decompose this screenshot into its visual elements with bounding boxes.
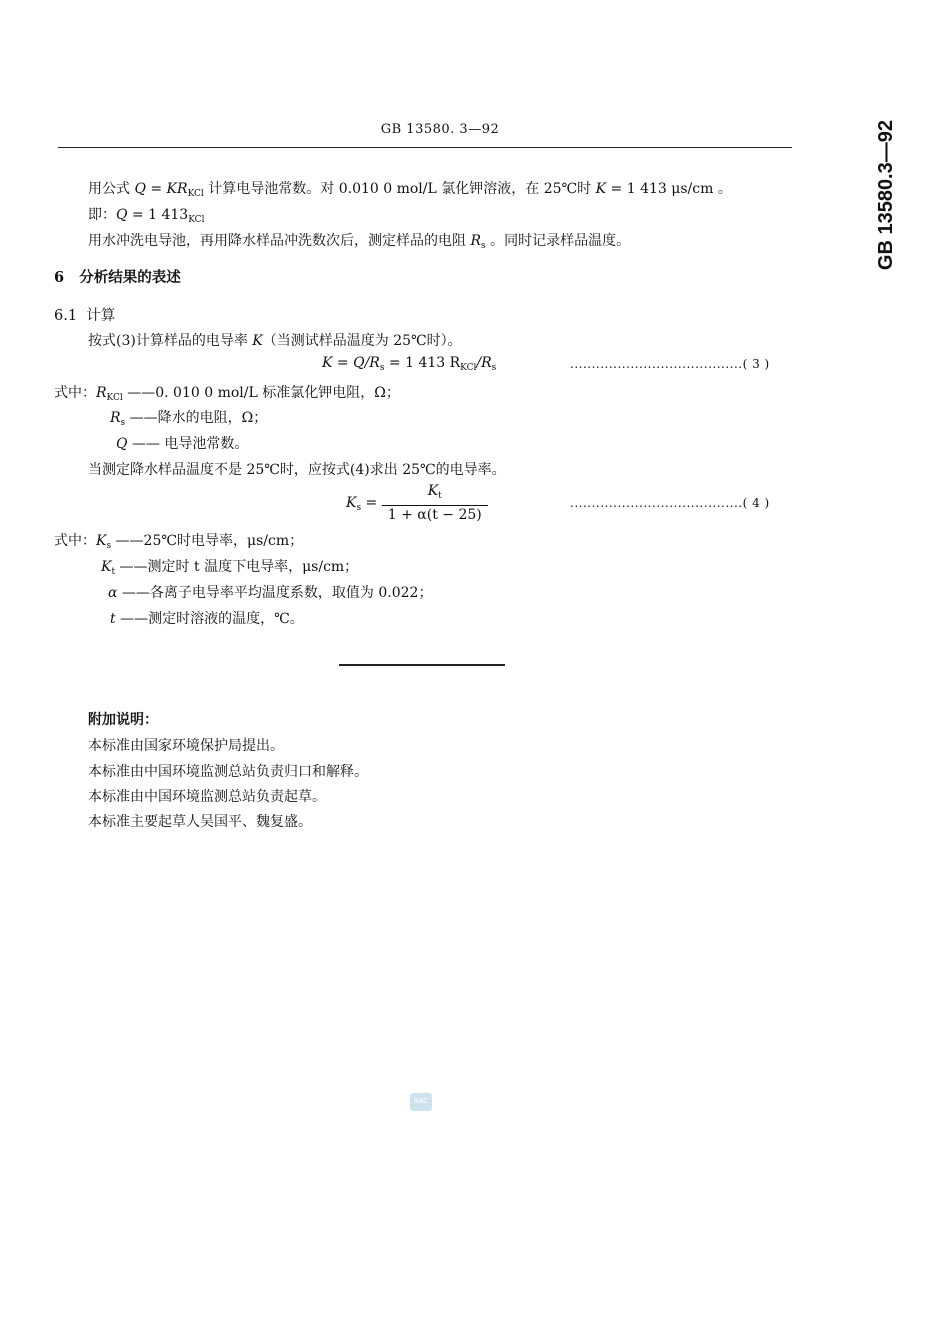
text: 按式(3)计算样品的电导率 [88, 333, 253, 349]
definition: ——降水的电阻，Ω； [125, 410, 268, 426]
subscript: s [106, 541, 112, 551]
subscript: KCl [460, 363, 477, 373]
where-t [110, 608, 304, 628]
section-6-heading [54, 266, 181, 287]
variable: R [96, 385, 107, 401]
variable: R [470, 233, 481, 249]
subscript: s [356, 503, 362, 513]
appendix-line: 本标准由国家环境保护局提出。 [88, 738, 284, 754]
formula: Q = KR [134, 181, 188, 197]
section-6-1-heading [54, 304, 115, 325]
formula-3 [322, 355, 496, 373]
text: 。同时记录样品温度。 [485, 233, 631, 249]
variable: t [110, 611, 116, 627]
equals-sign: = [361, 495, 382, 511]
text: = 1 413 [127, 207, 189, 223]
intro-line-2 [88, 204, 204, 225]
text: 计算电导池常数。对 0.010 0 mol/L 氯化钾溶液，在 25℃时 [203, 181, 596, 197]
where-label: 式中： [54, 385, 96, 401]
definition: ——测定时 t 温度下电导率，μs/cm； [115, 559, 359, 575]
variable: α [108, 585, 118, 601]
variable: K [101, 559, 112, 575]
formula-lhs: K [346, 495, 357, 511]
subscript: s [491, 363, 497, 373]
variable: K [252, 333, 263, 349]
variable: K [427, 483, 439, 499]
appendix-line: 本标准由中国环境监测总站负责起草。 [88, 789, 326, 805]
text: （当测试样品温度为 25℃时）。 [262, 333, 462, 349]
running-header: GB 13580. 3—92 [380, 122, 500, 137]
intro-line-3 [88, 230, 630, 251]
calc-text-2: 当测定降水样品温度不是 25℃时，应按式(4)求出 25℃的电导率。 [88, 462, 506, 478]
text: 用水冲洗电导池，再用降水样品冲洗数次后，测定样品的电阻 [88, 233, 471, 249]
fraction-numerator [382, 482, 488, 506]
variable: Q [116, 207, 128, 223]
equation-number: ( 3 ) [742, 357, 770, 371]
definition: ——25℃时电导率，μs/cm； [111, 533, 304, 549]
leader-dots: ........................................ [570, 357, 743, 371]
text: 即： [88, 207, 116, 223]
where-ks [54, 530, 303, 551]
section-number: 6 [54, 269, 65, 286]
formula-4 [346, 482, 488, 524]
section-number: 6.1 [54, 308, 78, 324]
equation-number: ( 4 ) [742, 496, 770, 510]
subscript: t [111, 567, 116, 577]
subscript: t [438, 491, 442, 501]
definition: ——测定时溶液的温度，℃。 [115, 611, 304, 627]
where-kcl [54, 382, 400, 403]
section-title: 计算 [86, 308, 116, 324]
section-title: 分析结果的表述 [79, 269, 181, 286]
appendix-title: 附加说明： [88, 712, 158, 728]
subscript: s [379, 363, 385, 373]
where-rs [110, 407, 267, 428]
intro-line-1 [88, 178, 732, 199]
formula-rhs: = 1 413 R [384, 355, 461, 371]
variable: K [96, 533, 107, 549]
where-q [116, 433, 248, 453]
text: 用公式 [88, 181, 135, 197]
definition: —— 电导池常数。 [127, 436, 249, 452]
subscript: s [120, 418, 126, 428]
leader-dots: ........................................ [570, 496, 743, 510]
where-kt [101, 556, 358, 577]
formula-rhs: /R [476, 355, 492, 371]
variable: K [595, 181, 607, 197]
formula-lhs: K = Q/R [322, 355, 380, 371]
appendix-line: 本标准主要起草人吴国平、魏复盛。 [88, 814, 312, 830]
text: = 1 413 μs/cm 。 [606, 181, 732, 197]
variable: Q [116, 436, 128, 452]
subscript: KCl [106, 393, 123, 403]
definition: ——0. 010 0 mol/L 标准氯化钾电阻，Ω； [122, 385, 400, 401]
appendix-line: 本标准由中国环境监测总站负责归口和解释。 [88, 764, 368, 780]
header-rule [58, 147, 792, 148]
side-standard-code: GB 13580.3—92 [875, 120, 897, 271]
fraction-denominator: 1 + α(t − 25) [387, 507, 482, 523]
subscript: KCl [187, 189, 204, 199]
formula-4-leader [570, 496, 770, 510]
sac-logo-watermark: SAC [410, 1093, 432, 1111]
end-rule [339, 664, 505, 666]
subscript: KCl [188, 215, 205, 225]
calc-text-1 [88, 330, 462, 350]
formula-3-leader [570, 357, 770, 371]
variable: R [110, 410, 121, 426]
where-label: 式中： [54, 533, 96, 549]
definition: ——各离子电导率平均温度系数，取值为 0.022； [117, 585, 433, 601]
fraction [382, 482, 488, 524]
where-alpha [108, 582, 432, 602]
subscript: s [481, 241, 486, 251]
